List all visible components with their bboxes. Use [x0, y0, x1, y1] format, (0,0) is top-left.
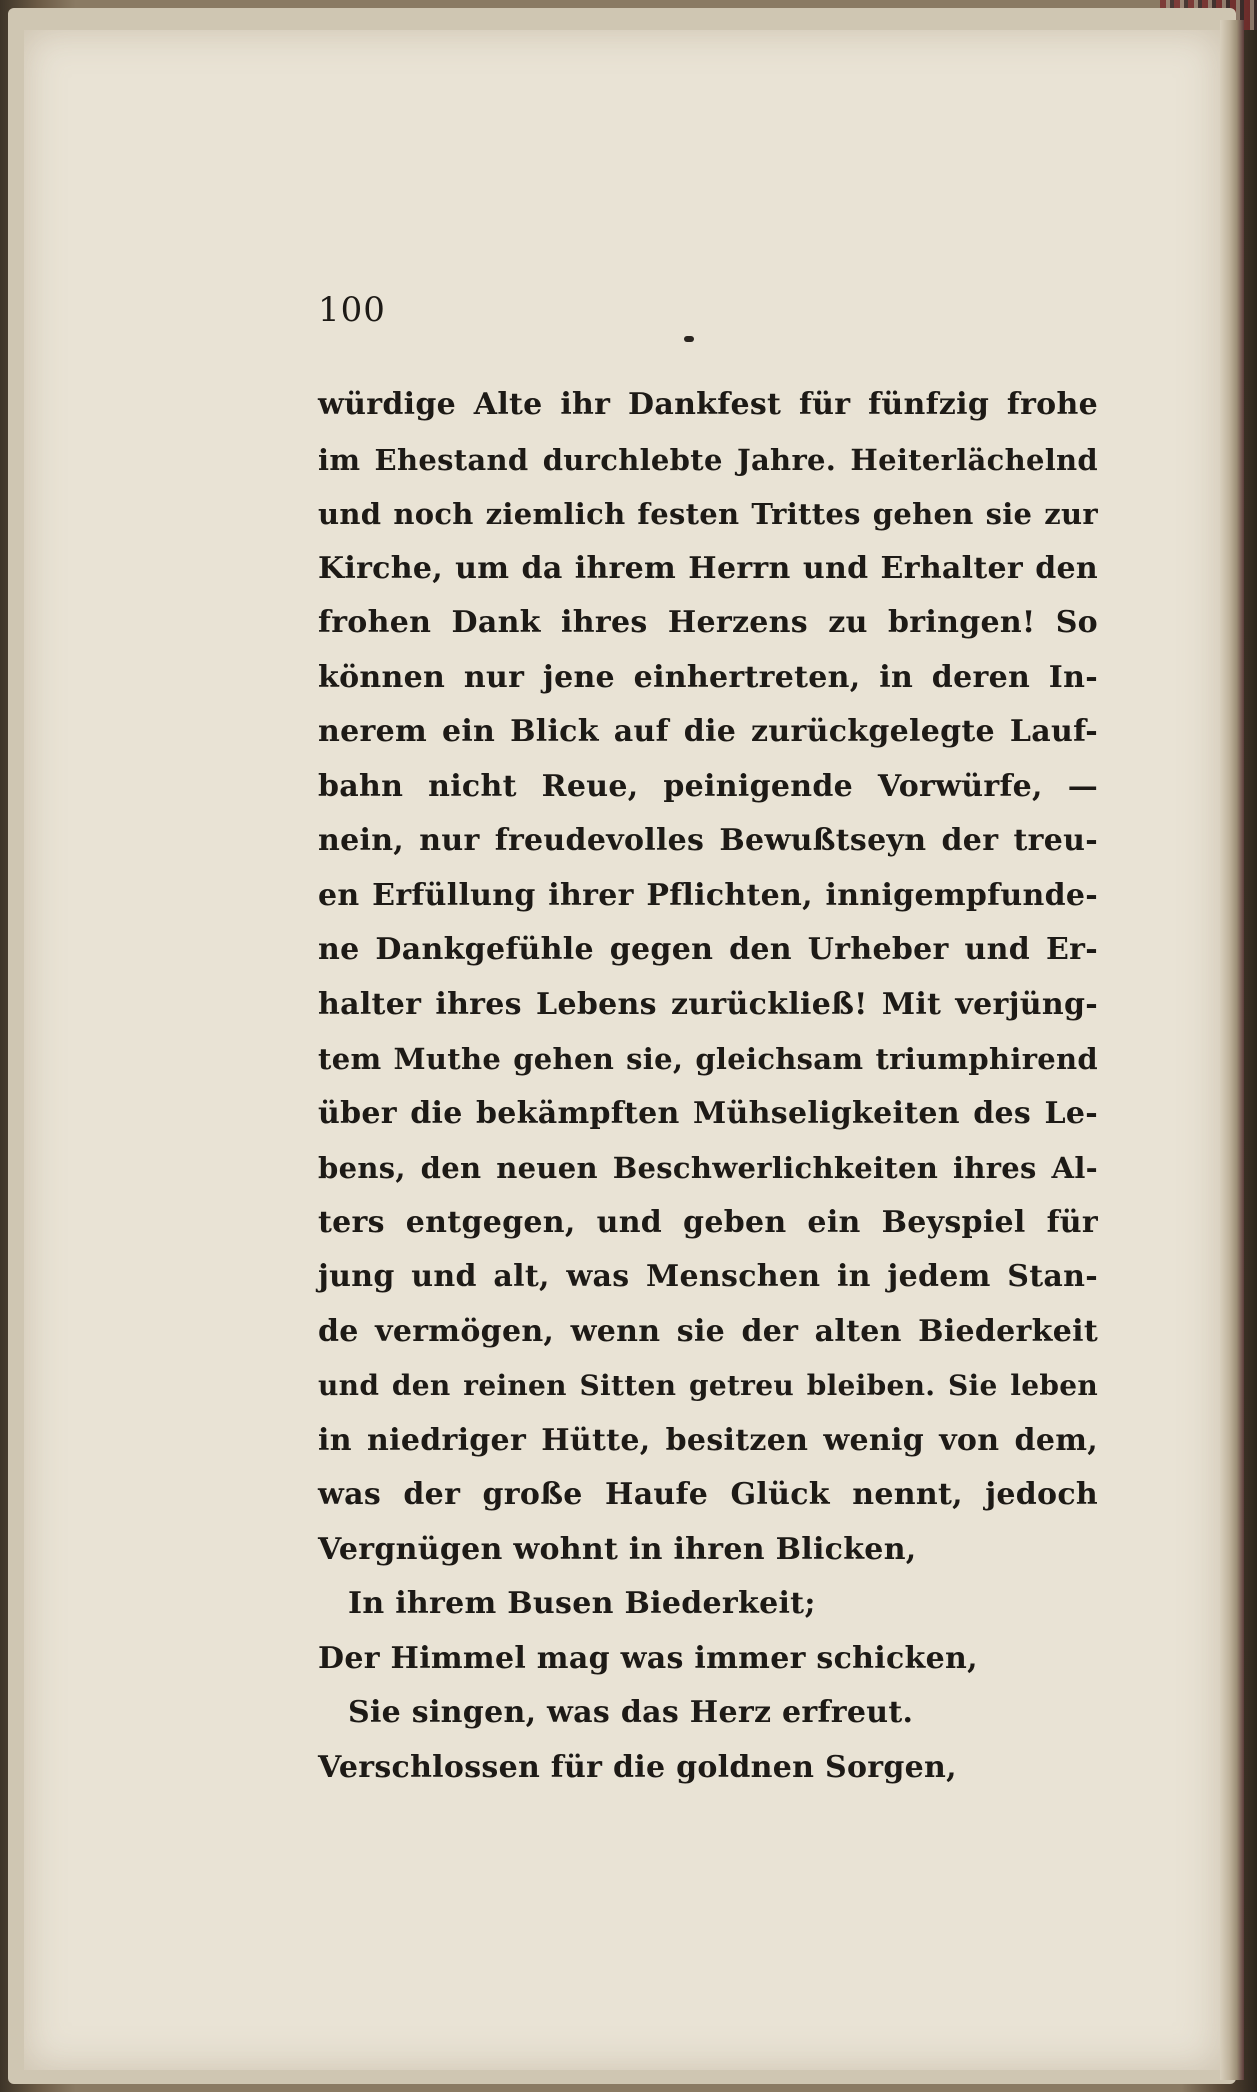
verse-line: Vergnügen wohnt in ihren Blicken,	[318, 1531, 917, 1567]
text-line: in niedriger Hütte, besitzen wenig von dem,	[318, 1422, 1098, 1458]
verse-line: Der Himmel mag was immer schicken,	[318, 1640, 978, 1676]
verse-line: Sie singen, was das Herz erfreut.	[348, 1695, 914, 1730]
text-line: tem Muthe gehen sie, gleichsam triumphirend	[318, 1042, 1098, 1076]
text-line: können nur jene einhertreten, in deren In-	[318, 659, 1098, 695]
page-number: 100	[318, 290, 386, 330]
text-line: würdige Alte ihr Dankfest für fünfzig frohe	[318, 387, 1098, 422]
text-line: was der große Haufe Glück nennt, jedoch	[318, 1477, 1098, 1512]
text-line: halter ihres Lebens zurückließ! Mit verjüng-	[318, 986, 1098, 1022]
text-line: frohen Dank ihres Herzens zu bringen! So	[318, 605, 1098, 640]
text-line: ters entgegen, und geben ein Beyspiel für	[318, 1204, 1098, 1240]
text-line: bahn nicht Reue, peinigende Vorwürfe, —	[318, 768, 1098, 804]
text-line: nein, nur freudevolles Bewußtseyn der treu-	[318, 823, 1098, 858]
page-edge	[1220, 20, 1244, 2080]
text-line: im Ehestand durchlebte Jahre. Heiterlächelnd	[318, 442, 1098, 477]
text-line: en Erfüllung ihrer Pflichten, innigempfunde-	[318, 877, 1098, 913]
text-line: und noch ziemlich festen Trittes gehen sie zur	[318, 497, 1098, 531]
text-line: jung und alt, was Menschen in jedem Stan-	[318, 1259, 1098, 1294]
verse-line: In ihrem Busen Biederkeit;	[348, 1586, 816, 1621]
text-line: ne Dankgefühle gegen den Urheber und Er-	[318, 932, 1098, 967]
page-text	[318, 378, 1098, 1795]
ink-mark	[684, 336, 694, 342]
text-line: bens, den neuen Beschwerlichkeiten ihres Al-	[318, 1151, 1098, 1185]
verse-line: Verschlossen für die goldnen Sorgen,	[318, 1749, 957, 1785]
text-line: Kirche, um da ihrem Herrn und Erhalter den	[318, 550, 1098, 586]
text-line: de vermögen, wenn sie der alten Biederkeit	[318, 1313, 1098, 1349]
text-line: nerem ein Blick auf die zurückgelegte Lauf-	[318, 714, 1098, 749]
text-line: über die bekämpften Mühseligkeiten des Le-	[318, 1095, 1098, 1131]
text-line: und den reinen Sitten getreu bleiben. Sie leben	[318, 1369, 1098, 1402]
